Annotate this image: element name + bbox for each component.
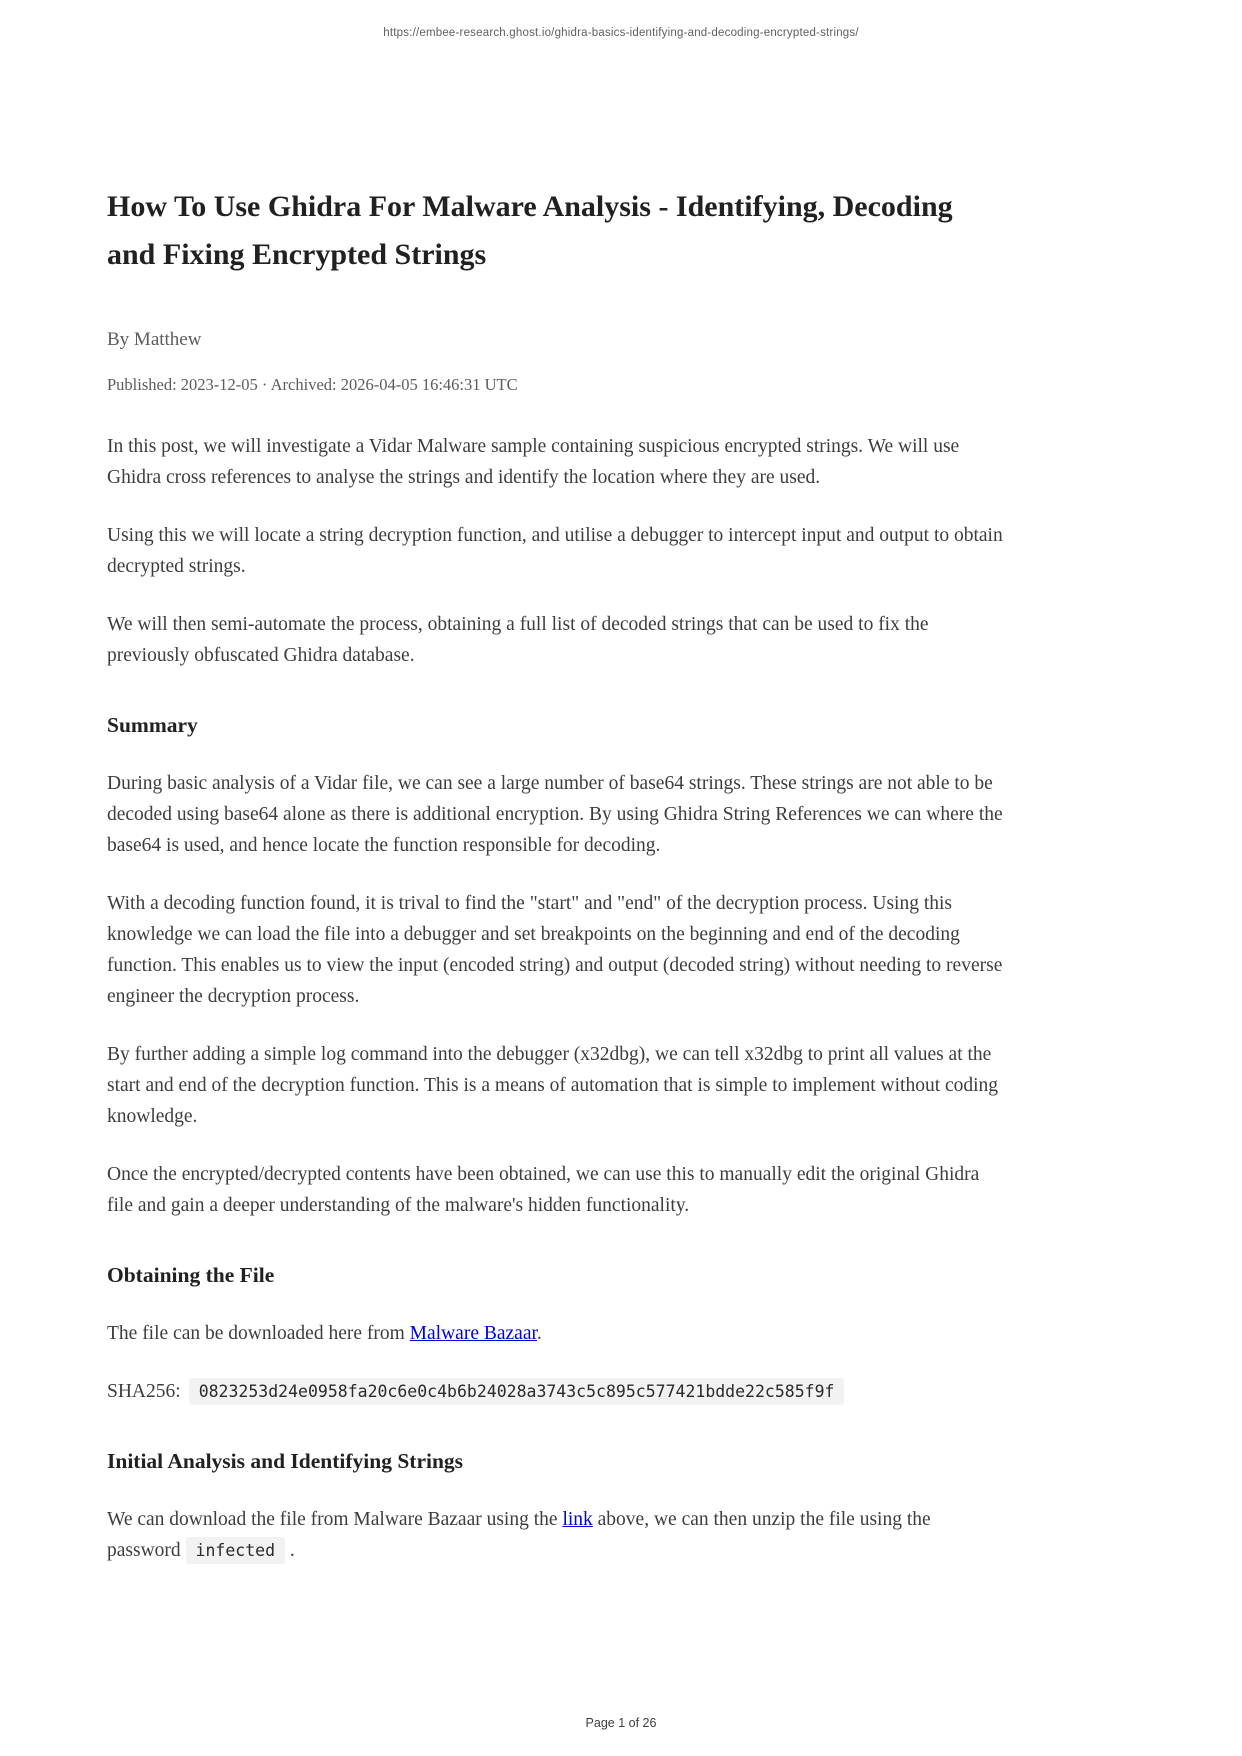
intro-paragraph-1: In this post, we will investigate a Vidar Malware sample containing suspicious encrypted strings. We will use Ghidra cross references to analyse the strings and identify the location where they are used. xyxy=(107,436,960,488)
article-meta-dates: Published: 2023-12-05 · Archived: 2026-04-05 16:46:31 UTC xyxy=(107,375,518,394)
section-heading-obtaining-the-file: Obtaining the File xyxy=(107,1263,275,1287)
sha256-line xyxy=(107,1376,1007,1407)
file-download-link[interactable]: link xyxy=(562,1509,593,1530)
sha256-value: 0823253d24e0958fa20c6e0c4b6b24028a3743c5c895c577421bdde22c585f9f xyxy=(189,1378,845,1405)
summary-paragraph-3: By further adding a simple log command into the debugger (x32dbg), we can tell x32dbg to print all values at the start and end of the decryption function. This is a means of automation that is simple to implement without coding knowledge. xyxy=(107,1044,999,1127)
article-title: How To Use Ghidra For Malware Analysis - Identifying, Decoding and Fixing Encrypted Strings xyxy=(107,190,953,271)
sha256-label: SHA256: xyxy=(107,1381,181,1402)
intro-paragraph-3: We will then semi-automate the process, obtaining a full list of decoded strings that can be used to fix the previously obfuscated Ghidra database. xyxy=(107,614,929,666)
text-segment: . xyxy=(536,1323,542,1344)
password-code: infected xyxy=(186,1537,285,1564)
section-heading-initial-analysis: Initial Analysis and Identifying Strings xyxy=(107,1449,464,1473)
article-body xyxy=(107,183,1007,1593)
download-paragraph xyxy=(107,1318,1007,1349)
malware-bazaar-link[interactable]: Malware Bazaar xyxy=(409,1323,537,1344)
summary-paragraph-1: During basic analysis of a Vidar file, we can see a large number of base64 strings. These strings are not able to be decoded using base64 alone as there is additional encryption. By using Ghidra String References we can where the base64 is used, and hence locate the function responsible for decoding. xyxy=(107,773,1003,856)
summary-paragraph-2: With a decoding function found, it is trival to find the "start" and "end" of the decryption process. Using this knowledge we can load the file into a debugger and set breakpoints on the beginning and end of the decoding function. This enables us to view the input (encoded string) and output (decoded string) without needing to reverse engineer the decryption process. xyxy=(107,893,1003,1007)
text-segment: The file can be downloaded here from xyxy=(107,1323,410,1344)
summary-paragraph-4: Once the encrypted/decrypted contents have been obtained, we can use this to manually edit the original Ghidra file and gain a deeper understanding of the malware's hidden functionality. xyxy=(107,1164,980,1216)
page-number: Page 1 of 26 xyxy=(585,1716,657,1730)
text-segment: . xyxy=(285,1540,295,1561)
initial-analysis-paragraph xyxy=(107,1504,1007,1566)
print-header-url: https://embee-research.ghost.io/ghidra-basics-identifying-and-decoding-encrypted-strings/ xyxy=(383,27,859,39)
text-segment: We can download the file from Malware Bazaar using the xyxy=(107,1509,563,1530)
text-segment: above, we can then unzip the file using the password xyxy=(107,1509,931,1561)
article-byline: By Matthew xyxy=(107,329,202,350)
section-heading-summary: Summary xyxy=(107,713,198,737)
intro-paragraph-2: Using this we will locate a string decryption function, and utilise a debugger to intercept input and output to obtain decrypted strings. xyxy=(107,525,1003,577)
